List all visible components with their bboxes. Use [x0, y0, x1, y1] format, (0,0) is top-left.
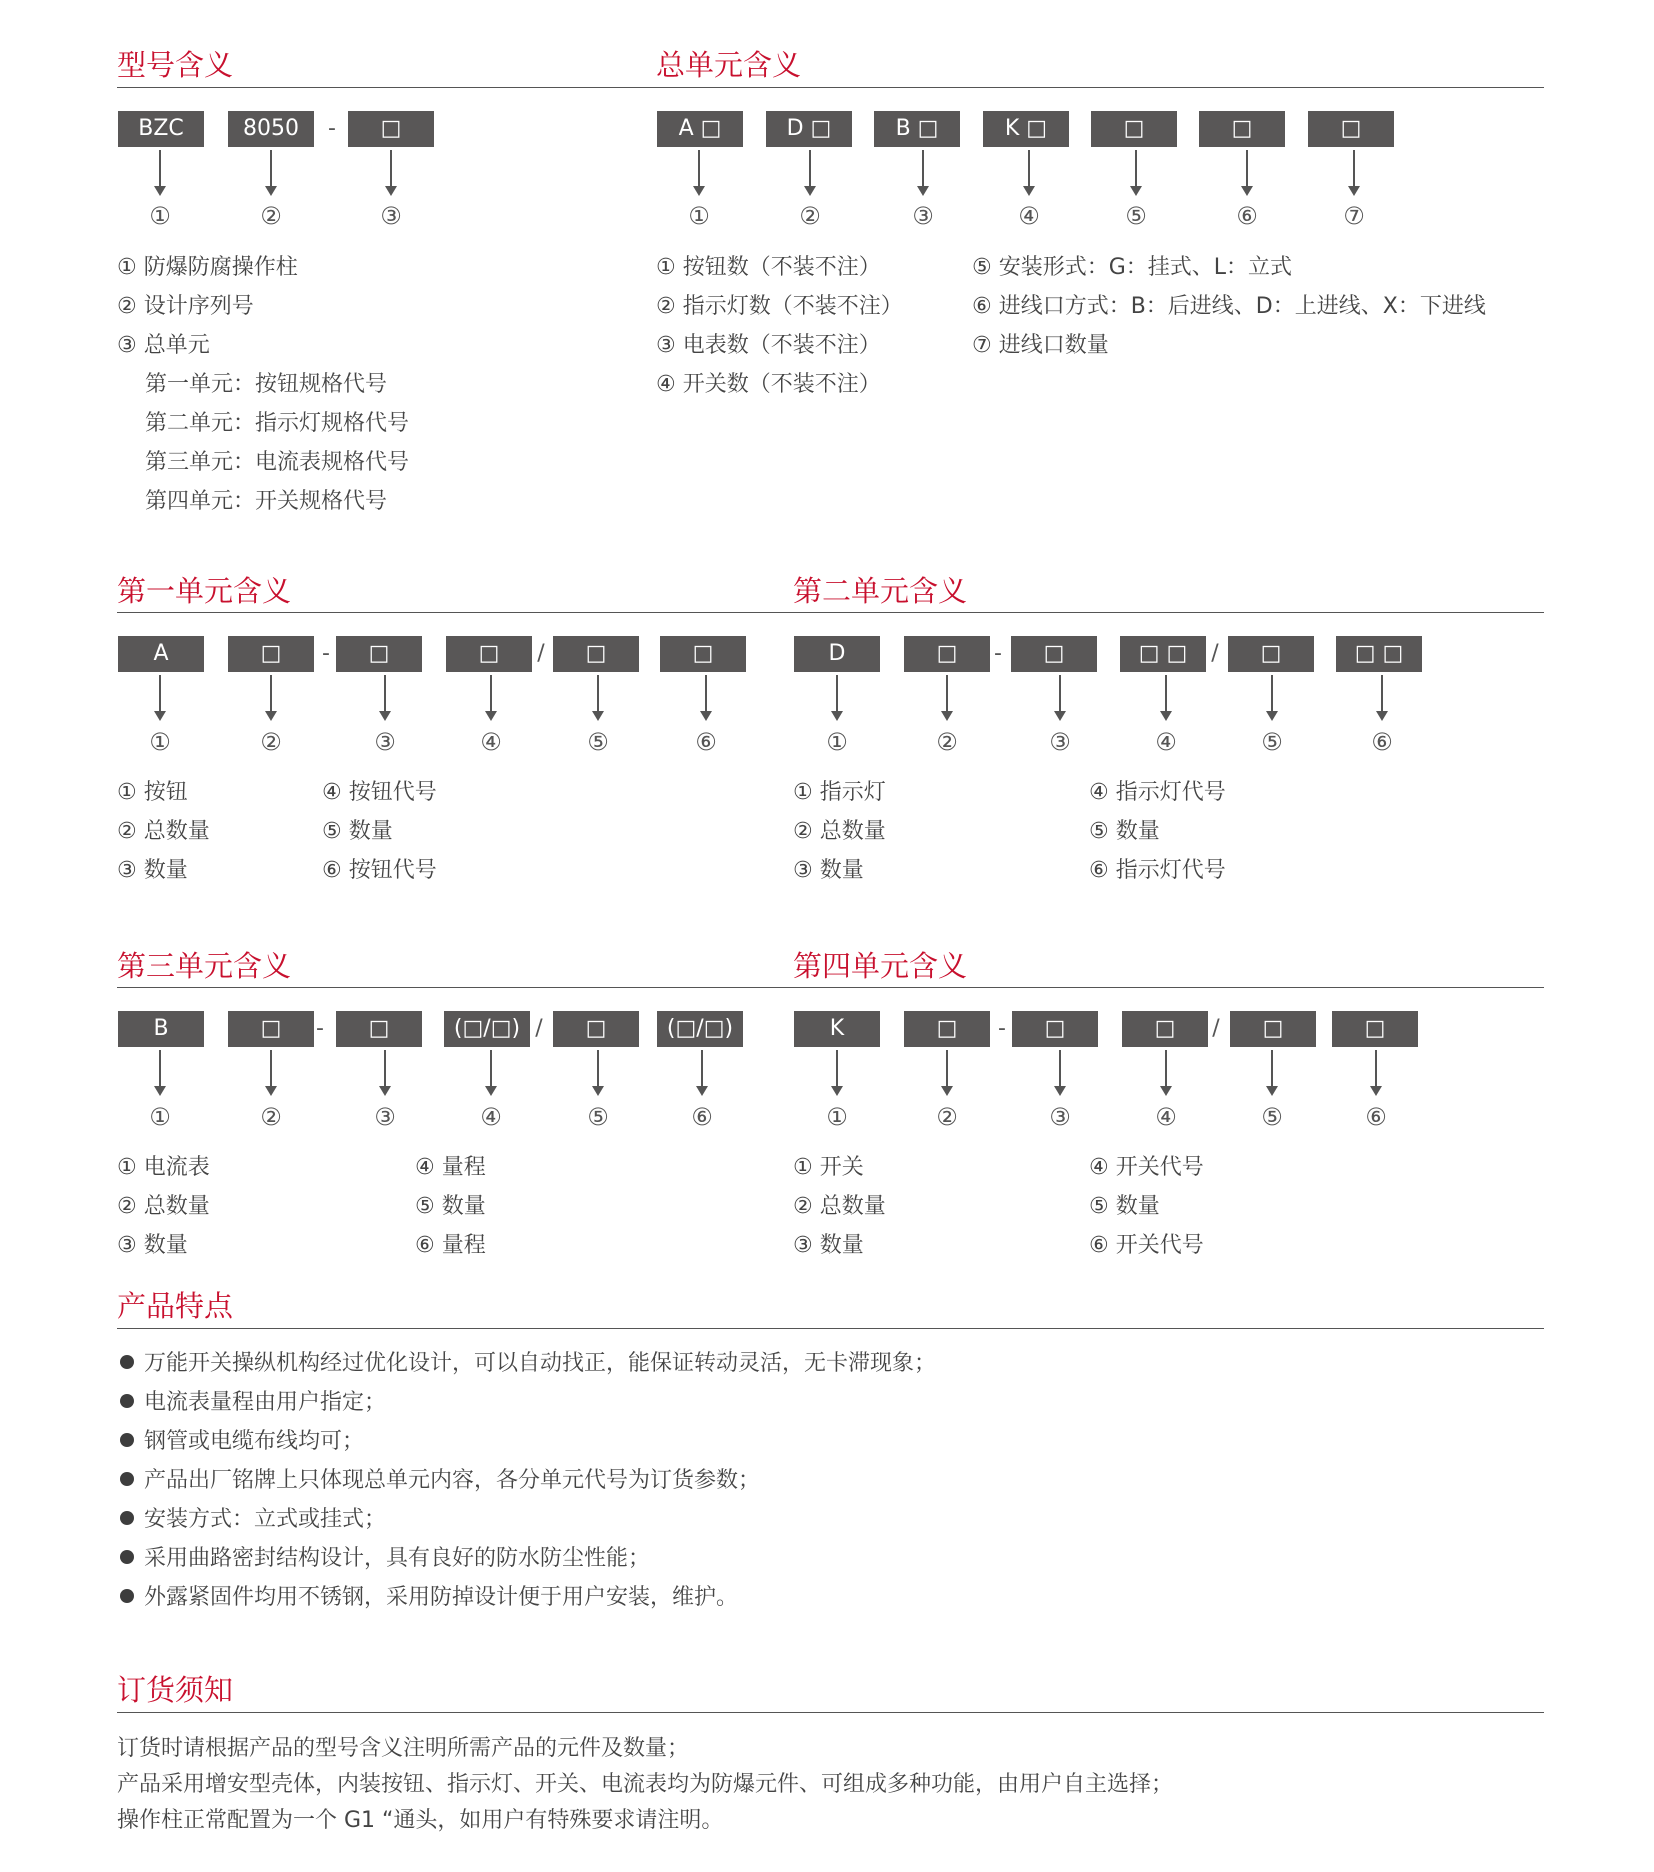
- code-separator: /: [535, 1016, 543, 1041]
- section-title-features: 产品特点: [117, 1289, 234, 1323]
- section-title-total: 总单元含义: [656, 48, 802, 82]
- code-box: D: [794, 636, 880, 672]
- feature-text: 采用曲路密封结构设计，具有良好的防水防尘性能；: [144, 1546, 651, 1571]
- section-title-unit4: 第四单元含义: [793, 949, 968, 983]
- bullet-icon: [120, 1355, 134, 1369]
- code-box: K: [794, 1011, 880, 1047]
- bullet-icon: [120, 1589, 134, 1603]
- code-separator: -: [994, 641, 1002, 666]
- circled-number: ①: [826, 1103, 848, 1131]
- feature-text: 万能开关操纵机构经过优化设计，可以自动找正，能保证转动灵活，无卡滞现象；: [144, 1351, 937, 1376]
- code-box: □: [446, 636, 532, 672]
- circled-number: ②: [260, 728, 282, 756]
- circled-number: ⑤: [1125, 202, 1147, 230]
- legend-item: ① 按钮: [117, 780, 188, 805]
- circled-number: ③: [1049, 728, 1071, 756]
- circled-number: ①: [826, 728, 848, 756]
- circled-number: ②: [799, 202, 821, 230]
- code-box: 8050: [228, 111, 314, 147]
- circled-number: ④: [1155, 1103, 1177, 1131]
- legend-item: ⑥ 进线口方式：B：后进线、D：上进线、X：下进线: [972, 294, 1486, 319]
- section-title-order: 订货须知: [117, 1673, 234, 1707]
- legend-item: ① 防爆防腐操作柱: [117, 255, 298, 280]
- feature-item: [120, 1389, 386, 1417]
- legend-item: ③ 数量: [117, 858, 188, 883]
- circled-number: ④: [1018, 202, 1040, 230]
- code-box: □: [1228, 636, 1314, 672]
- bullet-icon: [120, 1550, 134, 1564]
- section-title-unit3: 第三单元含义: [117, 949, 292, 983]
- code-box: (□/□): [444, 1011, 530, 1047]
- code-box: □: [1122, 1011, 1208, 1047]
- feature-text: 钢管或电缆布线均可；: [144, 1429, 365, 1454]
- feature-text: 电流表量程由用户指定；: [144, 1390, 387, 1415]
- legend-item: ① 电流表: [117, 1155, 210, 1180]
- legend-item: ① 开关: [793, 1155, 864, 1180]
- code-box: □: [336, 1011, 422, 1047]
- circled-number: ②: [936, 1103, 958, 1131]
- legend-item: ② 总数量: [793, 1194, 886, 1219]
- bullet-icon: [120, 1511, 134, 1525]
- legend-item: ② 总数量: [117, 819, 210, 844]
- legend-item: ② 指示灯数（不装不注）: [656, 294, 903, 319]
- code-box: (□/□): [657, 1011, 743, 1047]
- circled-number: ①: [688, 202, 710, 230]
- code-separator: -: [316, 1016, 324, 1041]
- circled-number: ⑤: [587, 1103, 609, 1131]
- legend-item: ⑦ 进线口数量: [972, 333, 1109, 358]
- circled-number: ②: [260, 1103, 282, 1131]
- circled-number: ③: [380, 202, 402, 230]
- code-separator: /: [537, 641, 545, 666]
- order-note: 订货时请根据产品的型号含义注明所需产品的元件及数量；: [117, 1736, 690, 1761]
- code-box: □ □: [1336, 636, 1422, 672]
- circled-number: ⑥: [691, 1103, 713, 1131]
- legend-item: ④ 按钮代号: [322, 780, 437, 805]
- section-rule: [117, 1328, 1544, 1329]
- code-box: □: [660, 636, 746, 672]
- circled-number: ④: [1155, 728, 1177, 756]
- circled-number: ⑥: [1371, 728, 1393, 756]
- code-box: □: [904, 636, 990, 672]
- code-box: B □: [874, 111, 960, 147]
- code-box: □: [904, 1011, 990, 1047]
- legend-item: ④ 量程: [415, 1155, 486, 1180]
- section-rule: [117, 612, 1544, 613]
- legend-item: ③ 电表数（不装不注）: [656, 333, 881, 358]
- legend-subitem: 第三单元：电流表规格代号: [145, 450, 410, 475]
- circled-number: ⑥: [1236, 202, 1258, 230]
- legend-item: ⑥ 指示灯代号: [1089, 858, 1226, 883]
- order-note: 产品采用增安型壳体，内装按钮、指示灯、开关、电流表均为防爆元件、可组成多种功能，由用户自主选择；: [117, 1772, 1174, 1797]
- legend-item: ③ 数量: [793, 858, 864, 883]
- order-note: 操作柱正常配置为一个 G1 “通头，如用户有特殊要求请注明。: [117, 1808, 724, 1833]
- circled-number: ②: [936, 728, 958, 756]
- feature-text: 外露紧固件均用不锈钢，采用防掉设计便于用户安装，维护。: [144, 1585, 739, 1610]
- circled-number: ①: [149, 728, 171, 756]
- circled-number: ④: [480, 728, 502, 756]
- legend-item: ② 总数量: [793, 819, 886, 844]
- circled-number: ⑤: [587, 728, 609, 756]
- code-separator: /: [1212, 1016, 1220, 1041]
- code-box: □: [553, 1011, 639, 1047]
- code-box: BZC: [118, 111, 204, 147]
- legend-item: ② 设计序列号: [117, 294, 254, 319]
- code-box: □: [1011, 636, 1097, 672]
- legend-subitem: 第四单元：开关规格代号: [145, 489, 388, 514]
- feature-item: [120, 1467, 760, 1495]
- bullet-icon: [120, 1472, 134, 1486]
- legend-item: ③ 数量: [117, 1233, 188, 1258]
- bullet-icon: [120, 1394, 134, 1408]
- legend-item: ⑤ 安装形式：G：挂式、L：立式: [972, 255, 1293, 280]
- circled-number: ②: [260, 202, 282, 230]
- legend-item: ④ 开关数（不装不注）: [656, 372, 881, 397]
- legend-item: ④ 开关代号: [1089, 1155, 1204, 1180]
- code-box: □: [1230, 1011, 1316, 1047]
- feature-text: 产品出厂铭牌上只体现总单元内容，各分单元代号为订货参数；: [144, 1468, 761, 1493]
- code-box: □: [228, 1011, 314, 1047]
- code-box: □: [336, 636, 422, 672]
- feature-item: [120, 1545, 650, 1573]
- legend-item: ① 指示灯: [793, 780, 886, 805]
- legend-subitem: 第二单元：指示灯规格代号: [145, 411, 410, 436]
- feature-item: [120, 1506, 386, 1534]
- code-box: A: [118, 636, 204, 672]
- section-rule: [117, 1712, 1544, 1713]
- circled-number: ①: [149, 202, 171, 230]
- feature-text: 安装方式：立式或挂式；: [144, 1507, 387, 1532]
- circled-number: ③: [374, 1103, 396, 1131]
- code-box: B: [118, 1011, 204, 1047]
- code-separator: -: [322, 641, 330, 666]
- code-separator: /: [1211, 641, 1219, 666]
- feature-item: [120, 1350, 936, 1378]
- circled-number: ⑥: [695, 728, 717, 756]
- code-separator: -: [328, 116, 336, 141]
- circled-number: ⑤: [1261, 728, 1283, 756]
- legend-item: ⑤ 数量: [1089, 1194, 1160, 1219]
- legend-subitem: 第一单元：按钮规格代号: [145, 372, 388, 397]
- section-title-model: 型号含义: [117, 48, 234, 82]
- circled-number: ⑦: [1343, 202, 1365, 230]
- code-box: □: [228, 636, 314, 672]
- code-box: □: [1091, 111, 1177, 147]
- code-box: □: [1308, 111, 1394, 147]
- section-rule: [117, 87, 1544, 88]
- legend-item: ④ 指示灯代号: [1089, 780, 1226, 805]
- legend-item: ⑤ 数量: [1089, 819, 1160, 844]
- circled-number: ③: [1049, 1103, 1071, 1131]
- circled-number: ③: [912, 202, 934, 230]
- legend-item: ② 总数量: [117, 1194, 210, 1219]
- code-box: □: [348, 111, 434, 147]
- circled-number: ⑥: [1365, 1103, 1387, 1131]
- circled-number: ④: [480, 1103, 502, 1131]
- legend-item: ⑤ 数量: [322, 819, 393, 844]
- legend-item: ⑥ 量程: [415, 1233, 486, 1258]
- code-box: □: [553, 636, 639, 672]
- code-separator: -: [998, 1016, 1006, 1041]
- legend-item: ③ 数量: [793, 1233, 864, 1258]
- code-box: □: [1332, 1011, 1418, 1047]
- code-box: A □: [657, 111, 743, 147]
- section-title-unit2: 第二单元含义: [793, 574, 968, 608]
- code-box: □ □: [1120, 636, 1206, 672]
- bullet-icon: [120, 1433, 134, 1447]
- legend-item: ⑥ 开关代号: [1089, 1233, 1204, 1258]
- circled-number: ③: [374, 728, 396, 756]
- code-box: K □: [983, 111, 1069, 147]
- circled-number: ①: [149, 1103, 171, 1131]
- section-title-unit1: 第一单元含义: [117, 574, 292, 608]
- legend-item: ① 按钮数（不装不注）: [656, 255, 881, 280]
- legend-item: ③ 总单元: [117, 333, 210, 358]
- code-box: □: [1012, 1011, 1098, 1047]
- circled-number: ⑤: [1261, 1103, 1283, 1131]
- code-box: D □: [766, 111, 852, 147]
- legend-item: ⑥ 按钮代号: [322, 858, 437, 883]
- section-rule: [117, 987, 1544, 988]
- legend-item: ⑤ 数量: [415, 1194, 486, 1219]
- code-box: □: [1199, 111, 1285, 147]
- feature-item: [120, 1428, 364, 1456]
- feature-item: [120, 1584, 738, 1612]
